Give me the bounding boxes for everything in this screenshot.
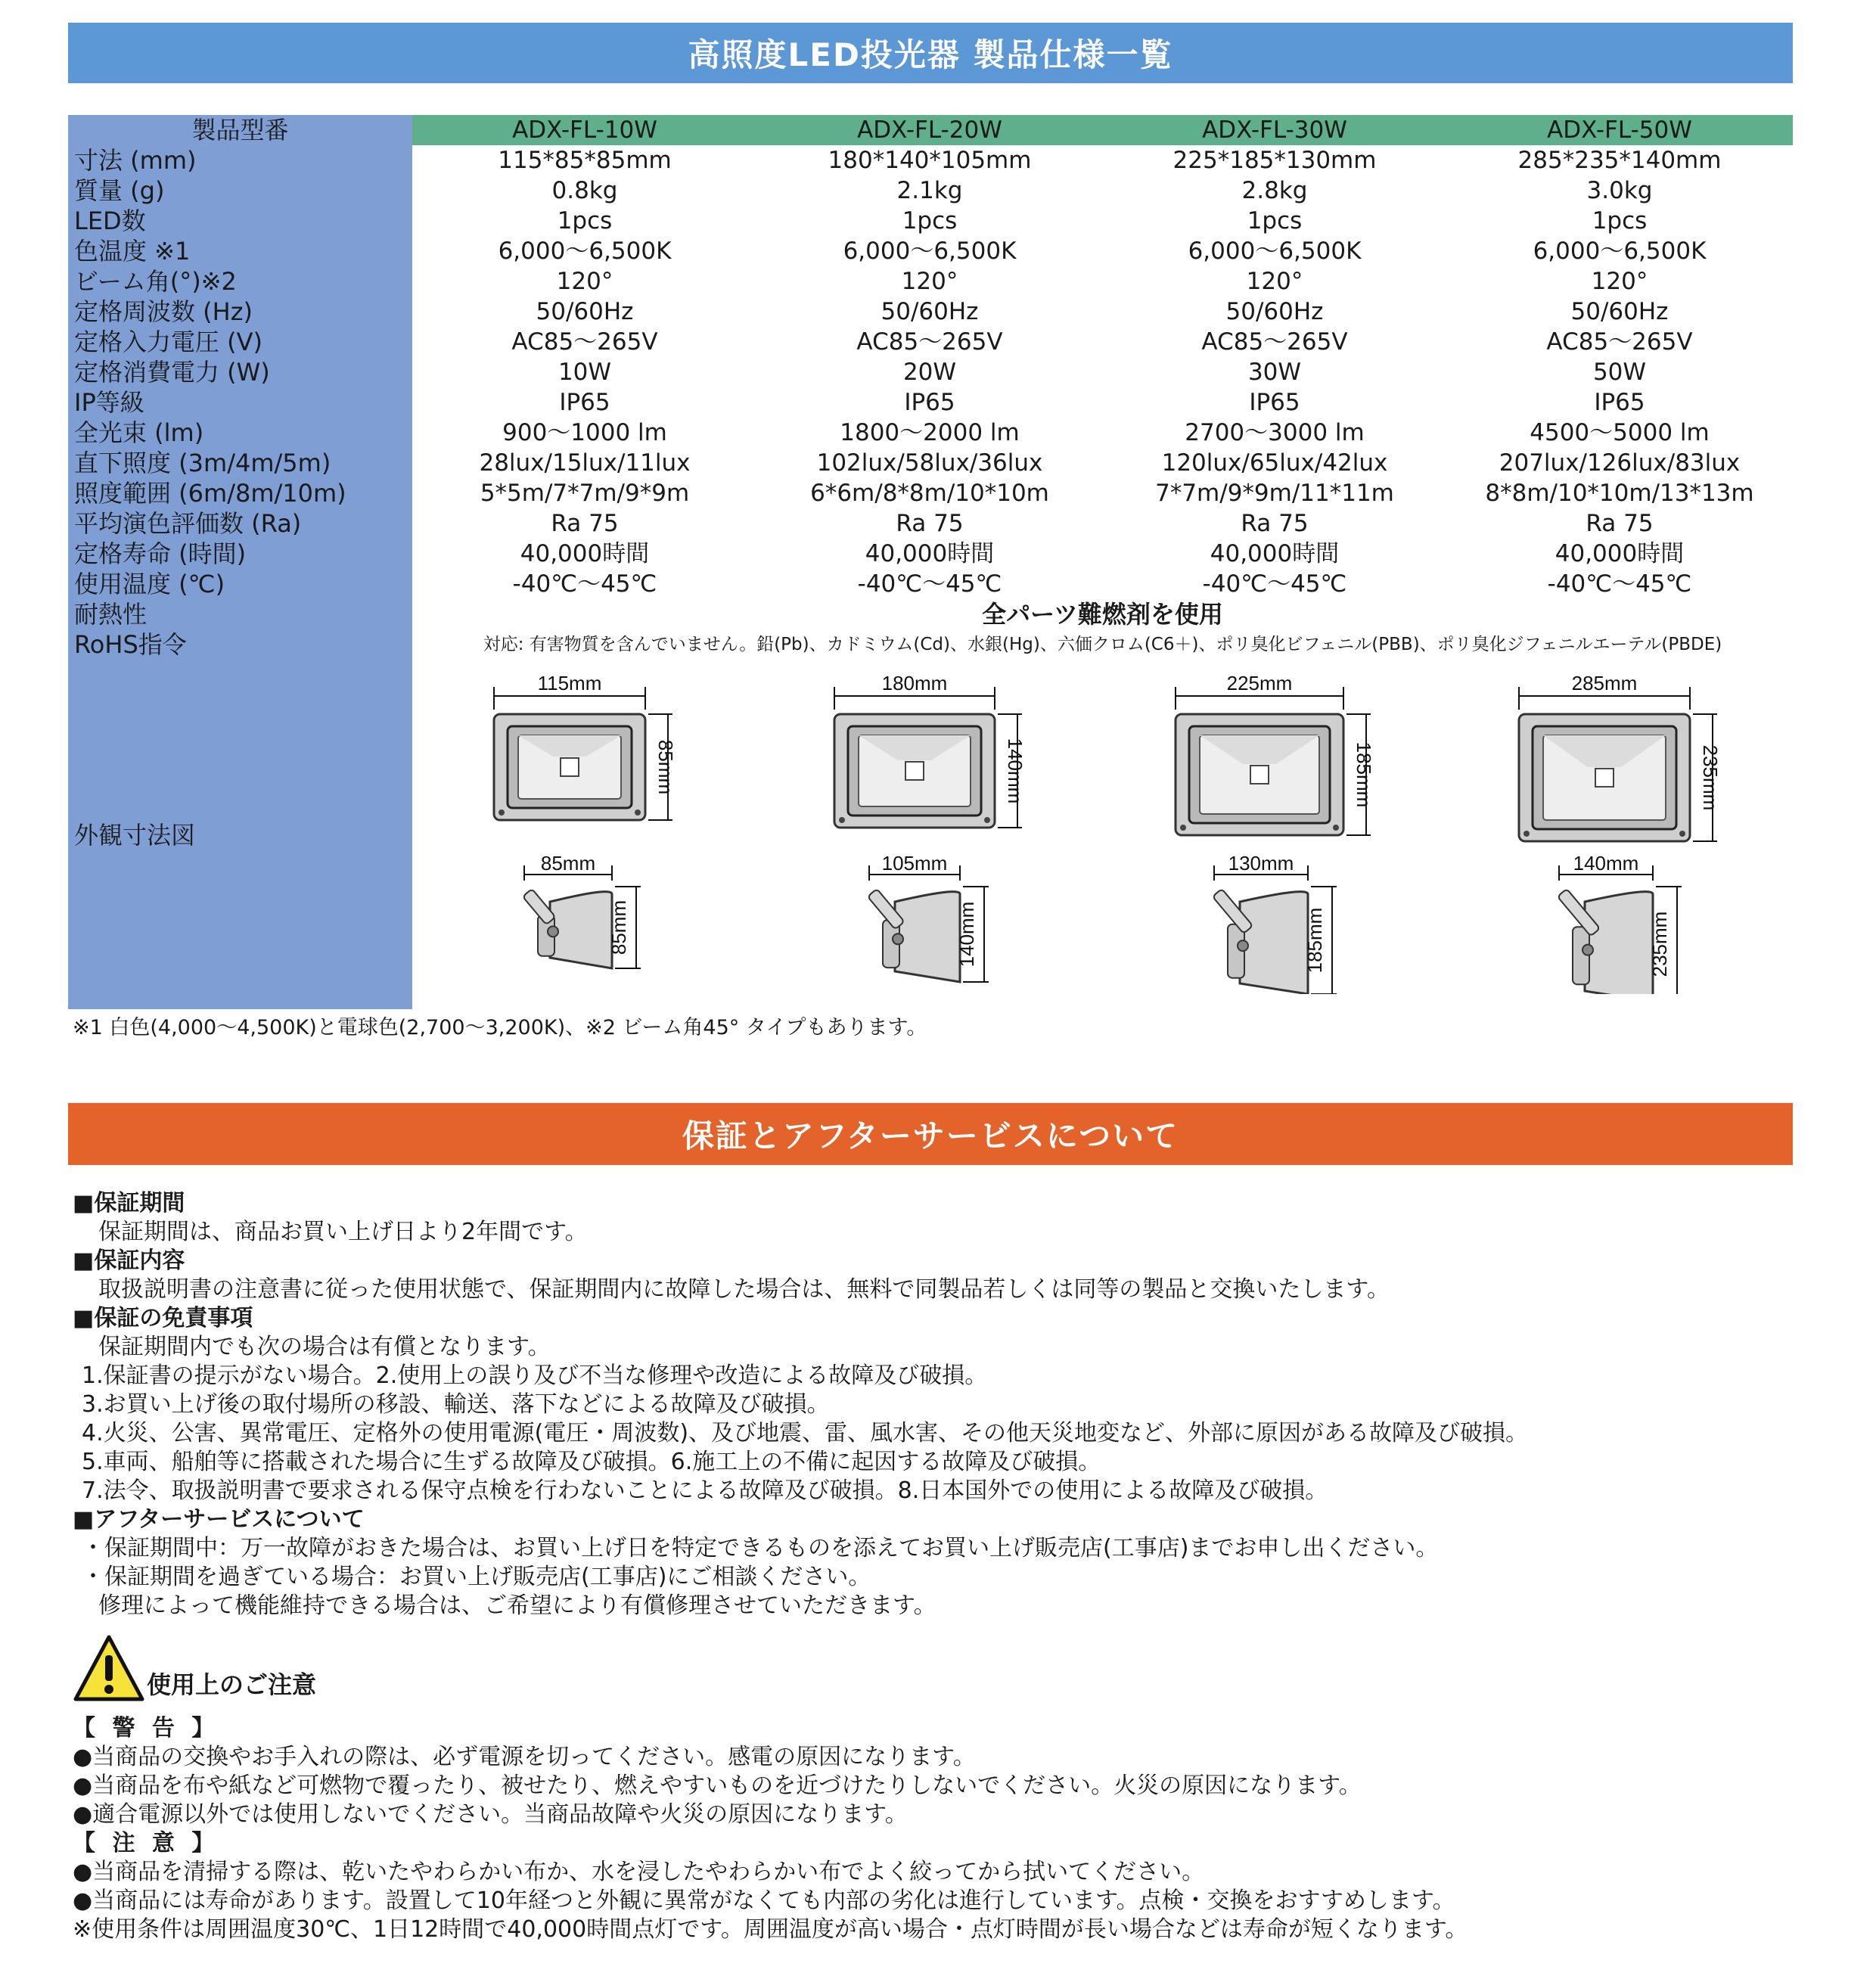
spec-cell: 8*8m/10*10m/13*13m: [1485, 480, 1754, 507]
spec-cell: 6*6m/8*8m/10*10m: [810, 480, 1049, 507]
spec-cell: 1pcs: [902, 207, 958, 235]
side-depth-label: 85mm: [540, 852, 596, 875]
notice-item: ※使用条件は周囲温度30℃、1日12時間で40,000時間点灯です。周囲温度が高い場合・点灯時間が長い場合などは寿命が短くなります。: [73, 1916, 1468, 1943]
row-label: 使用温度 (℃): [74, 570, 225, 598]
floodlight-drawing: [771, 661, 1089, 994]
spec-cell: 4500～5000 lm: [1530, 419, 1710, 446]
spec-cell: 120°: [901, 268, 958, 295]
row-label: 色温度 ※1: [74, 237, 191, 266]
side-depth-label: 130mm: [1228, 852, 1294, 875]
warranty-period-text: 保証期間は、商品お買い上げ日より2年間です。: [98, 1219, 588, 1245]
spec-cell: 20W: [902, 359, 957, 386]
spec-cell: 1pcs: [1592, 207, 1648, 235]
row-label: IP等級: [74, 388, 144, 417]
spec-cell: 120°: [1246, 268, 1303, 295]
caution-section: [73, 1633, 1812, 1944]
warning-triangle-icon: [73, 1634, 145, 1707]
spec-cell: 120lux/65lux/42lux: [1161, 449, 1388, 477]
side-view: [1213, 889, 1308, 994]
spec-cell: -40℃～45℃: [1547, 570, 1692, 598]
exemption-item: 4.火災、公害、異常電圧、定格外の使用電源(電圧・周波数)、及び地震、雷、風水害、その他天災地変など、外部に原因がある故障及び破損。: [82, 1420, 1529, 1446]
exemption-item: 5.車両、船舶等に搭載された場合に生ずる故障及び破損。6.施工上の不備に起因する故障及び破損。: [82, 1449, 1101, 1475]
exemption-item: 7.法令、取扱説明書で要求される保守点検を行わないことによる故障及び破損。8.日本国外での使用による故障及び破損。: [82, 1477, 1328, 1504]
spec-cell: 6,000～6,500K: [843, 238, 1017, 265]
spec-cell: 120°: [556, 268, 613, 295]
after-service-item: 修理によって機能維持できる場合は、ご希望により有償修理させていただきます。: [98, 1592, 936, 1619]
spec-cell: 285*235*140mm: [1517, 147, 1722, 174]
spec-cell: 1pcs: [557, 207, 613, 235]
rohs-label: RoHS指令: [74, 630, 187, 659]
spec-cell: Ra 75: [551, 510, 619, 537]
front-view: [1176, 714, 1343, 835]
warranty-content-heading: ■保証内容: [73, 1247, 185, 1274]
row-label: 照度範囲 (6m/8m/10m): [74, 479, 346, 508]
side-view: [868, 889, 960, 982]
drawing-label: 外観寸法図: [74, 821, 196, 850]
spec-cell: 7*7m/9*9m/11*11m: [1155, 480, 1394, 507]
floodlight-drawing: [1116, 661, 1433, 994]
notice-item: ●当商品には寿命があります。設置して10年経つと外観に異常がなくても内部の劣化は進行しています。点検・交換をおすすめします。: [73, 1887, 1455, 1914]
front-view: [1519, 714, 1690, 841]
spec-cell: IP65: [559, 389, 610, 416]
row-label: 定格周波数 (Hz): [74, 297, 253, 326]
warning-item: ●当商品の交換やお手入れの際は、必ず電源を切ってください。感電の原因になります。: [73, 1744, 976, 1770]
row-label: 質量 (g): [74, 176, 165, 205]
row-label: 直下照度 (3m/4m/5m): [74, 449, 331, 477]
front-width-label: 180mm: [881, 672, 948, 694]
warranty-exemption-heading: ■保証の免責事項: [73, 1305, 253, 1331]
side-view: [523, 889, 612, 968]
row-label: 全光束 (lm): [74, 418, 204, 447]
spec-cell: 180*140*105mm: [828, 147, 1032, 174]
spec-cell: AC85～265V: [1201, 328, 1348, 356]
spec-cell: 5*5m/7*7m/9*9m: [480, 480, 690, 507]
warranty-exemption-intro: 保証期間内でも次の場合は有償となります。: [98, 1334, 551, 1360]
front-view: [834, 714, 995, 828]
spec-title-banner: [68, 23, 1793, 83]
side-height-label: 235mm: [1648, 911, 1671, 977]
spec-footnote: ※1 白色(4,000～4,500K)と電球色(2,700～3,200K)、※2 ビーム角45° タイプもあります。: [73, 1016, 927, 1039]
front-width-label: 115mm: [537, 672, 602, 694]
spec-cell: 30W: [1247, 359, 1302, 386]
after-service-heading: ■アフターサービスについて: [73, 1506, 365, 1533]
rohs-value: 対応: 有害物質を含んでいません。鉛(Pb)、カドミウム(Cd)、水銀(Hg)、六価クロム(C6＋)、ポリ臭化ビフェニル(PBB)、ポリ臭化ジフェニルエーテル(PBDE): [483, 635, 1722, 654]
spec-cell: 1800～2000 lm: [840, 419, 1020, 446]
row-label: 寸法 (mm): [74, 146, 197, 175]
spec-cell: 6,000～6,500K: [498, 238, 672, 265]
spec-cell: 120°: [1591, 268, 1648, 295]
spec-cell: Ra 75: [1241, 510, 1309, 537]
spec-cell: 102lux/58lux/36lux: [816, 449, 1043, 477]
spec-cell: -40℃～45℃: [1202, 570, 1347, 598]
heat-value: 全パーツ難燃剤を使用: [982, 600, 1223, 629]
warranty-content-text: 取扱説明書の注意書に従った使用状態で、保証期間内に故障した場合は、無料で同製品若しくは同等の製品と交換いたします。: [98, 1276, 1390, 1303]
front-view: [494, 714, 645, 820]
side-height-label: 140mm: [955, 901, 978, 968]
spec-cell: 1pcs: [1247, 207, 1303, 235]
spec-cell: 3.0kg: [1586, 177, 1653, 204]
warranty-section: [73, 1189, 1812, 1620]
model-cell: ADX-FL-30W: [1202, 117, 1347, 144]
spec-cell: AC85～265V: [856, 328, 1003, 356]
front-height-label: 85mm: [654, 739, 677, 795]
side-view: [1558, 889, 1653, 994]
spec-cell: IP65: [1249, 389, 1300, 416]
spec-cell: 2700～3000 lm: [1185, 419, 1365, 446]
caution-title-row: [73, 1633, 1812, 1708]
side-depth-label: 105mm: [881, 852, 948, 875]
spec-cell: -40℃～45℃: [857, 570, 1002, 598]
spec-cell: -40℃～45℃: [512, 570, 657, 598]
after-service-item: ・保証期間を過ぎている場合：お買い上げ販売店(工事店)にご相談ください。: [82, 1564, 871, 1590]
caution-body: [73, 1714, 1812, 1944]
floodlight-drawing: [426, 661, 744, 994]
spec-cell: 40,000時間: [1210, 540, 1340, 567]
floodlight-drawing: [1461, 661, 1778, 994]
spec-cell: 50/60Hz: [881, 298, 979, 325]
spec-cell: Ra 75: [1586, 510, 1654, 537]
warning-item: ●当商品を布や紙など可燃物で覆ったり、被せたり、燃えやすいものを近づけたりしないでください。火災の原因になります。: [73, 1772, 1362, 1799]
spec-cell: 50W: [1592, 359, 1647, 386]
front-height-label: 185mm: [1353, 741, 1375, 808]
notice-item: ●当商品を清掃する際は、乾いたやわらかい布か、水を浸したやわらかい布でよく絞ってから拭いてください。: [73, 1859, 1205, 1885]
model-cell: ADX-FL-50W: [1547, 117, 1692, 144]
header-label: 製品型番: [191, 116, 289, 144]
spec-cell: 2.8kg: [1241, 177, 1308, 204]
exemption-item: 1.保証書の提示がない場合。2.使用上の誤り及び不当な修理や改造による故障及び破損。: [82, 1362, 988, 1389]
spec-cell: 6,000～6,500K: [1188, 238, 1362, 265]
side-depth-label: 140mm: [1573, 852, 1639, 875]
spec-cell: 225*185*130mm: [1172, 147, 1377, 174]
spec-cell: 50/60Hz: [1225, 298, 1324, 325]
warning-item: ●適合電源以外では使用しないでください。当商品故障や火災の原因になります。: [73, 1801, 908, 1828]
spec-cell: 50/60Hz: [536, 298, 634, 325]
heat-label: 耐熱性: [74, 600, 148, 629]
after-service-item: ・保証期間中：万一故障がおきた場合は、お買い上げ日を特定できるものを添えてお買い上げ販売店(工事店)までお申し出ください。: [82, 1535, 1439, 1561]
spec-cell: 2.1kg: [896, 177, 963, 204]
spec-cell: 50/60Hz: [1570, 298, 1669, 325]
notice-heading: 【 注 意 】: [73, 1830, 219, 1856]
spec-cell: 10W: [558, 359, 612, 386]
exemption-item: 3.お買い上げ後の取付場所の移設、輸送、落下などによる故障及び破損。: [82, 1391, 830, 1418]
spec-cell: 40,000時間: [1555, 540, 1685, 567]
front-height-label: 235mm: [1699, 744, 1722, 811]
spec-cell: IP65: [1594, 389, 1645, 416]
row-label: 平均演色評価数 (Ra): [74, 509, 302, 538]
row-label: 定格消費電力 (W): [74, 358, 270, 387]
spec-cell: 40,000時間: [520, 540, 650, 567]
spec-title: 高照度LED投光器 製品仕様一覧: [688, 36, 1173, 73]
service-title-banner: [68, 1103, 1793, 1165]
spec-cell: IP65: [904, 389, 955, 416]
warning-heading: 【 警 告 】: [73, 1715, 219, 1741]
spec-cell: AC85～265V: [511, 328, 658, 356]
spec-cell: 900～1000 lm: [502, 419, 667, 446]
row-label: ビーム角(°)※2: [74, 267, 237, 296]
warranty-period-heading: ■保証期間: [73, 1190, 185, 1216]
front-width-label: 225mm: [1226, 672, 1293, 694]
service-title: 保証とアフターサービスについて: [682, 1117, 1179, 1154]
spec-cell: Ra 75: [896, 510, 964, 537]
model-cell: ADX-FL-20W: [857, 117, 1002, 144]
row-label: 定格入力電圧 (V): [74, 328, 263, 356]
side-height-label: 185mm: [1303, 907, 1326, 974]
spec-cell: 28lux/15lux/11lux: [479, 449, 691, 477]
front-height-label: 140mm: [1004, 738, 1027, 804]
side-height-label: 85mm: [607, 899, 630, 955]
spec-cell: 6,000～6,500K: [1533, 238, 1707, 265]
row-label: LED数: [74, 207, 146, 235]
spec-cell: AC85～265V: [1546, 328, 1693, 356]
front-width-label: 285mm: [1571, 672, 1638, 694]
row-label: 定格寿命 (時間): [74, 539, 247, 568]
spec-cell: 115*85*85mm: [498, 147, 672, 174]
spec-cell: 40,000時間: [865, 540, 995, 567]
model-cell: ADX-FL-10W: [512, 117, 657, 144]
caution-title: 使用上のご注意: [147, 1670, 317, 1699]
spec-cell: 207lux/126lux/83lux: [1499, 449, 1741, 477]
spec-cell: 0.8kg: [551, 177, 618, 204]
